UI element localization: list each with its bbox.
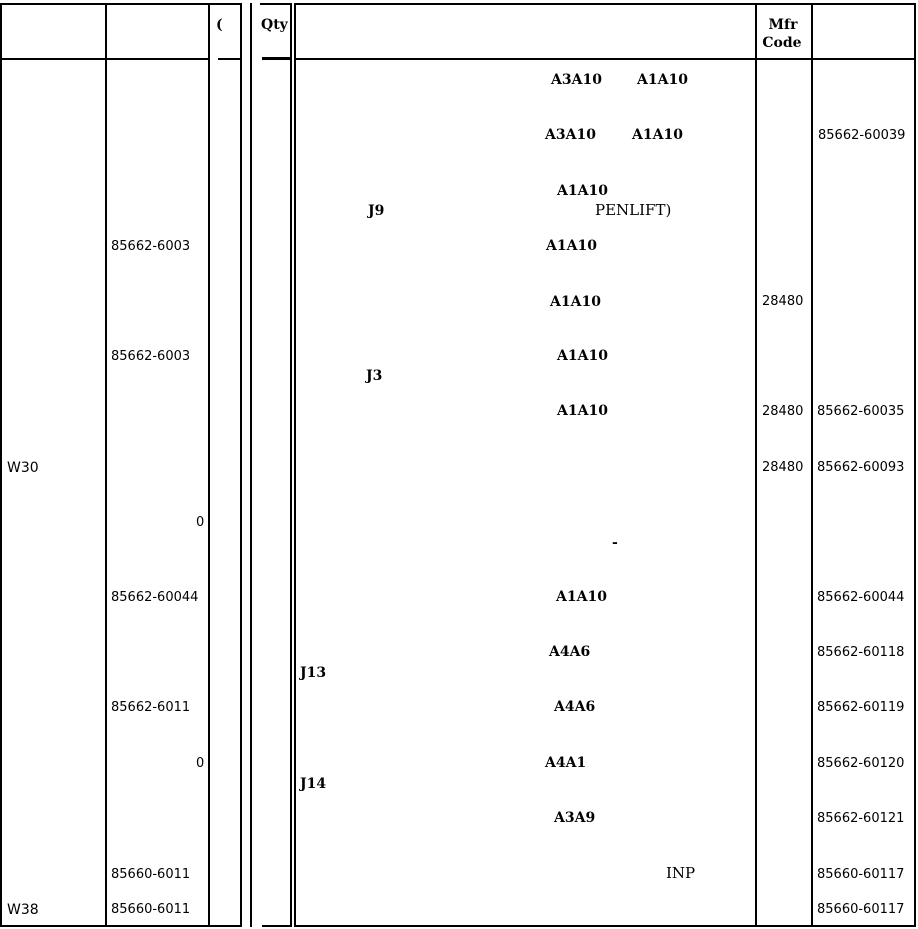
description-text: A1A10 <box>546 238 597 254</box>
part-number-left: 85662-6003 <box>111 240 191 253</box>
description-text: A1A10 <box>632 127 683 143</box>
mfr-part-number: 85662-60121 <box>817 812 905 825</box>
column-rule-1 <box>105 3 107 927</box>
mfr-part-number: 85660-60117 <box>817 868 905 881</box>
description-text: A4A6 <box>549 644 591 660</box>
description-text: A1A10 <box>550 294 601 310</box>
table-bottom-rule-qty <box>262 925 290 927</box>
column-rule-6 <box>294 3 296 927</box>
mfr-part-number: 85662-60039 <box>818 129 906 142</box>
part-number-left: 85660-6011 <box>111 868 191 881</box>
column-rule-7 <box>755 3 757 927</box>
part-number-left: 85662-6011 <box>111 701 191 714</box>
description-text: J3 <box>366 368 383 384</box>
header-mfr-code-line1: Mfr <box>768 18 798 33</box>
column-rule-left <box>0 3 2 927</box>
mfr-part-number: 85662-60118 <box>817 646 905 659</box>
part-number-left: 85662-60044 <box>111 591 199 604</box>
description-text: J13 <box>300 665 327 681</box>
mfr-code: 28480 <box>762 460 804 475</box>
description-text: A3A9 <box>554 810 596 826</box>
column-rule-right <box>914 3 916 927</box>
description-text: J9 <box>368 203 385 219</box>
column-rule-2 <box>208 3 210 927</box>
part-number-left: 0 <box>196 515 205 530</box>
column-rule-5 <box>290 3 292 927</box>
description-text: A1A10 <box>637 72 688 88</box>
column-rule-4 <box>250 3 252 927</box>
description-text: A4A1 <box>545 755 587 771</box>
part-number-left: 85660-6011 <box>111 903 191 916</box>
mfr-part-number: 85660-60117 <box>817 903 905 916</box>
part-number-left: 85662-6003 <box>111 350 191 363</box>
ref-desig-w30: W30 <box>7 460 39 476</box>
column-rule-3 <box>240 3 242 927</box>
description-text: A3A10 <box>551 72 602 88</box>
header-bottom-rule-right <box>296 58 916 60</box>
header-top-rule <box>0 3 242 5</box>
mfr-part-number: 85662-60119 <box>817 701 905 714</box>
column-rule-8 <box>811 3 813 927</box>
header-mfr-code-line2: Code <box>762 36 802 51</box>
description-text: PENLIFT) <box>595 201 672 219</box>
mfr-part-number: 85662-60120 <box>817 757 905 770</box>
mfr-part-number: 85662-60035 <box>817 405 905 418</box>
description-text: A1A10 <box>556 589 607 605</box>
description-text: A1A10 <box>557 183 608 199</box>
description-text: A1A10 <box>557 348 608 364</box>
mfr-part-number: 85662-60093 <box>817 461 905 474</box>
description-text: INP <box>666 864 696 882</box>
header-bottom-rule-qty <box>262 57 290 60</box>
header-c-label: ( <box>216 18 223 32</box>
header-qty-label: Qty <box>261 17 288 33</box>
description-text: A1A10 <box>557 403 608 419</box>
mfr-code: 28480 <box>762 405 804 418</box>
header-top-rule-right <box>296 3 916 5</box>
table-bottom-rule <box>0 925 242 927</box>
description-text: A3A10 <box>545 127 596 143</box>
mfr-code: 28480 <box>762 295 804 308</box>
header-top-rule-qty <box>260 3 290 5</box>
ref-desig-w38: W38 <box>7 902 39 918</box>
header-bottom-rule-c <box>218 58 242 60</box>
description-text: A4A6 <box>554 699 596 715</box>
header-bottom-rule <box>0 58 208 60</box>
description-text: - <box>612 535 618 551</box>
description-text: J14 <box>300 776 327 792</box>
part-number-left: 0 <box>196 756 205 771</box>
mfr-part-number: 85662-60044 <box>817 591 905 604</box>
table-bottom-rule-right <box>296 925 916 927</box>
